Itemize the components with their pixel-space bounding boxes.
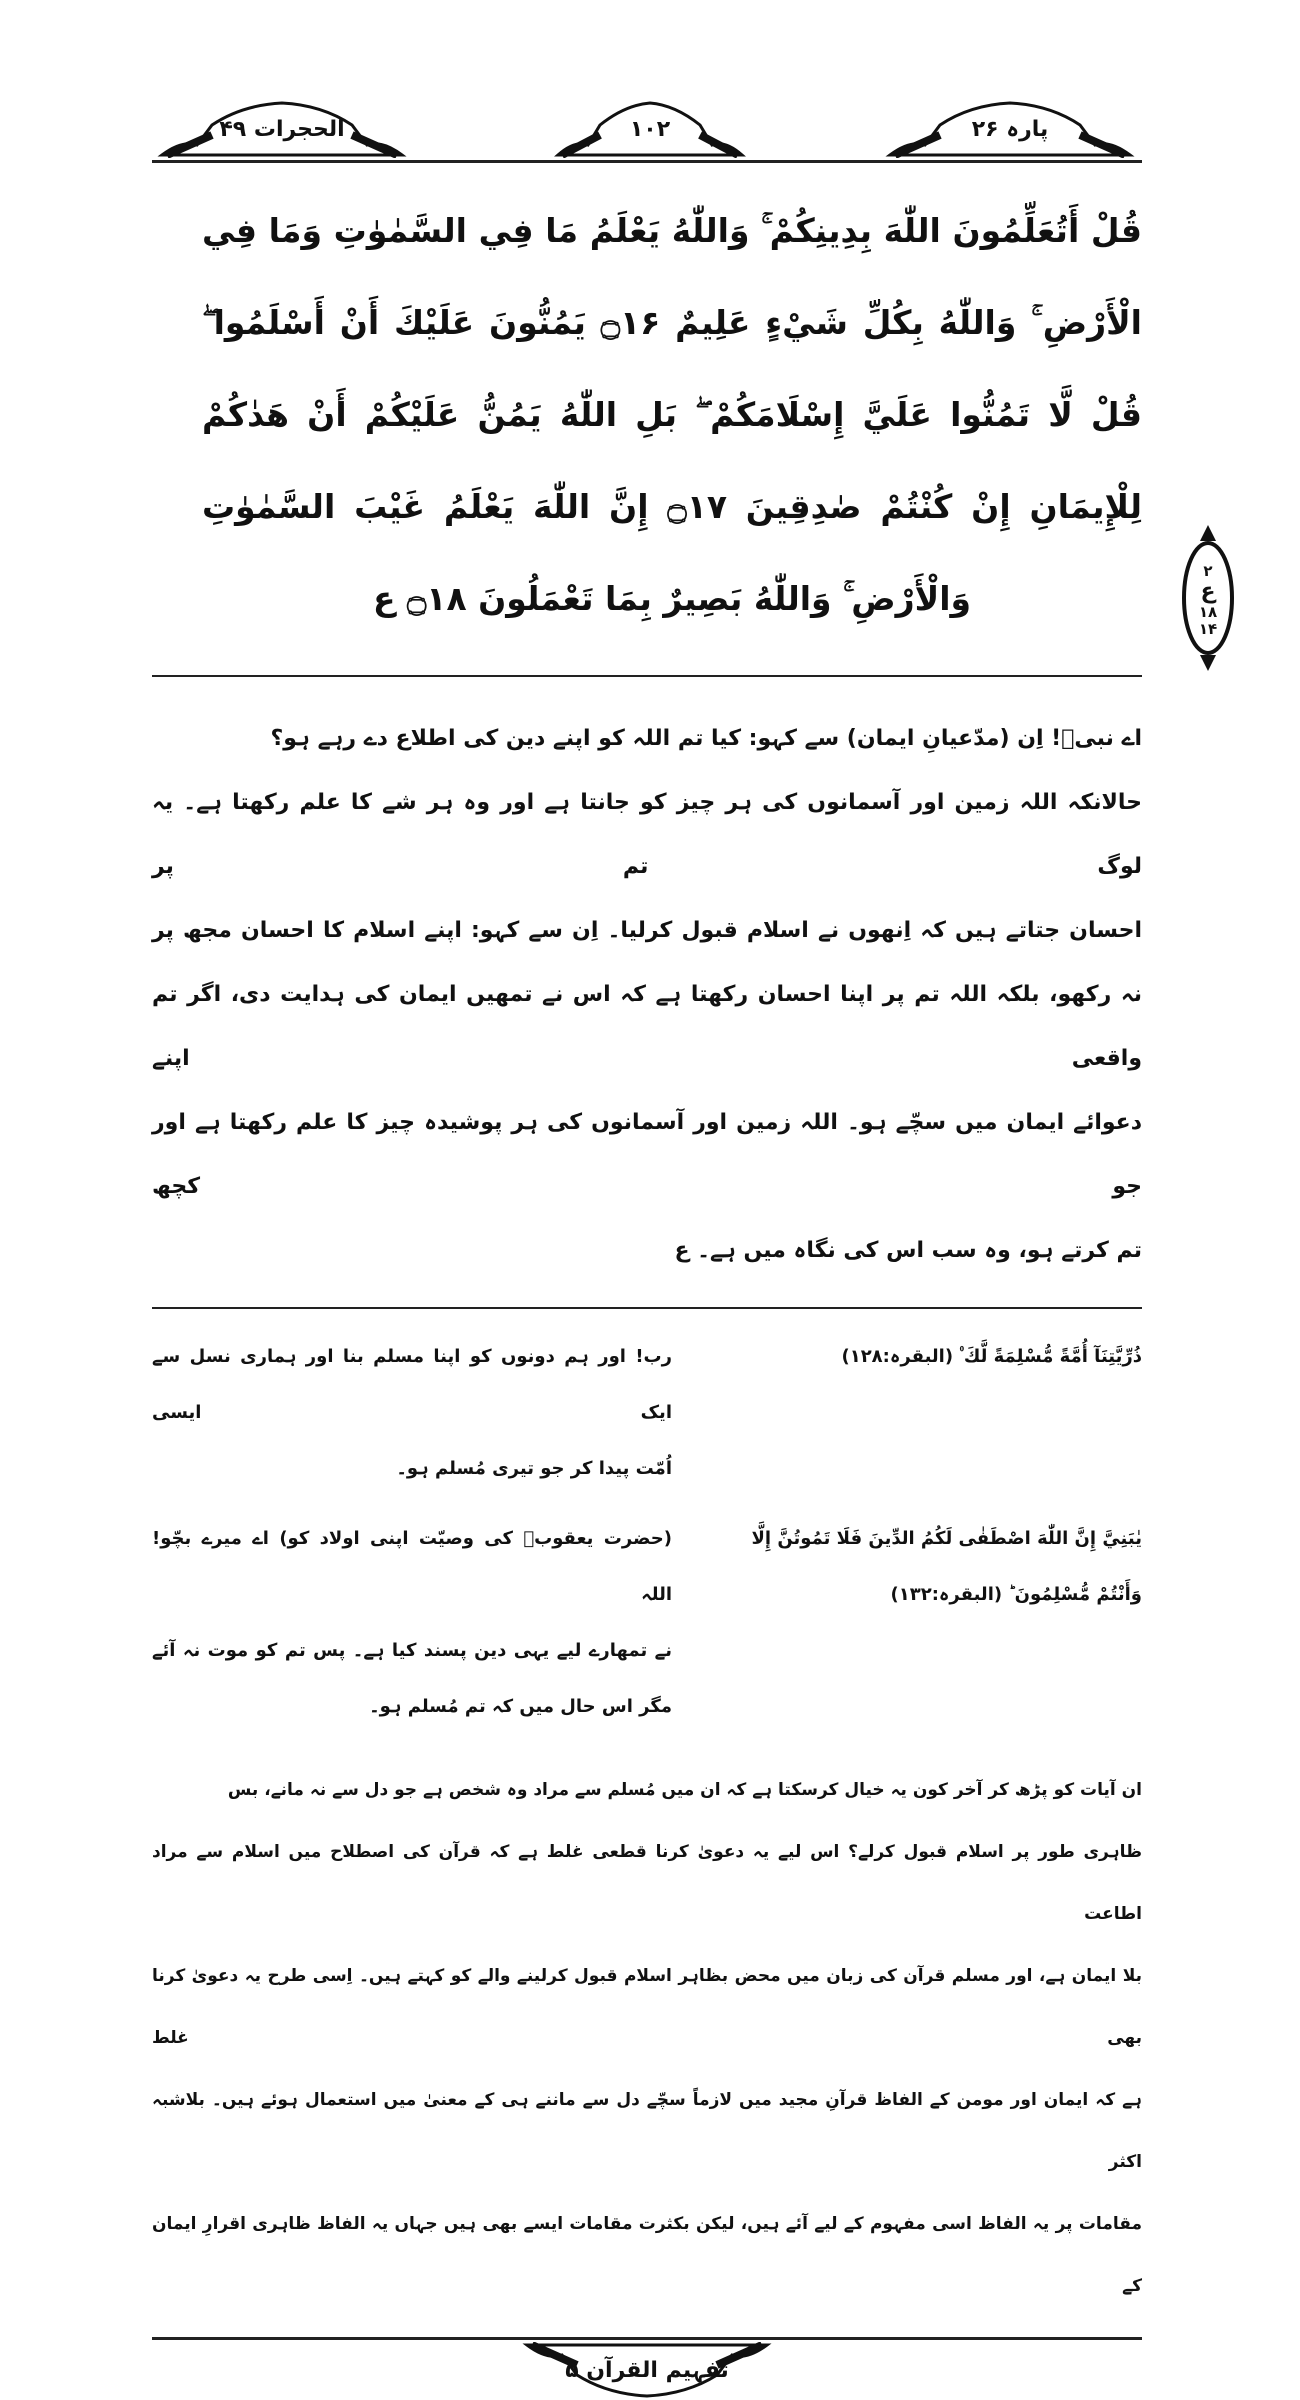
quran-line: الْأَرْضِ ۚ وَاللّٰهُ بِكُلِّ شَيْءٍ عَلِيمٌ ۝۱۶ يَمُنُّونَ عَلَيْكَ أَنْ أَسْلَمُوا ۖ: [202, 303, 1142, 342]
translation-section: [152, 677, 1142, 1307]
footnote-urdu-column: [152, 1511, 672, 1735]
translation-line: اے نبیؐ! اِن (مدّعیانِ ایمان) سے کہو: کیا تم اللہ کو اپنے دین کی اطلاع دے رہے ہو؟: [270, 726, 1142, 751]
translation-line: دعوائے ایمان میں سچّے ہو۔ اللہ زمین اور آسمانوں کی ہر پوشیدہ چیز کا علم رکھتا ہے اور جو کچھ: [152, 1110, 1142, 1199]
commentary-section: [152, 1755, 1142, 2337]
translation-line: نہ رکھو، بلکہ اللہ تم پر اپنا احسان رکھتا ہے کہ اس نے تمھیں ایمان کی ہدایت دی، اگر تم واقعی اپنے: [152, 982, 1142, 1071]
page-header: [152, 96, 1142, 160]
footnote-urdu: مگر اس حال میں کہ تم مُسلم ہو۔: [369, 1696, 672, 1717]
quran-line: قُلْ أَتُعَلِّمُونَ اللّٰهَ بِدِينِكُمْ ۚ وَاللّٰهُ يَعْلَمُ مَا فِي السَّمٰوٰتِ وَمَا فِي: [202, 211, 1142, 250]
translation-line: تم کرتے ہو، وہ سب اس کی نگاہ میں ہے۔ ع: [674, 1238, 1142, 1263]
footer-cartouche: [517, 2342, 777, 2398]
footnotes-section: [152, 1309, 1142, 1755]
page-footer: [152, 2340, 1142, 2400]
commentary-line: بلا ایمان ہے، اور مسلم قرآن کی زبان میں محض بظاہر اسلام قبول کرلینے والے کو کہتے ہیں۔ اِسی طرح یہ دعویٰ کرنا بھی غلط: [152, 1966, 1142, 2048]
footnote: [152, 1511, 1142, 1735]
page-number: ۱۰۲: [629, 116, 671, 142]
footnote: [152, 1329, 1142, 1497]
footnote-arabic-column: [702, 1329, 1142, 1497]
footnote-urdu: رب! اور ہم دونوں کو اپنا مسلم بنا اور ہماری نسل سے ایک ایسی: [152, 1346, 672, 1423]
footnote-arabic: وَأَنْتُمْ مُّسْلِمُونَ ؕ (البقرہ:۱۳۲): [890, 1584, 1142, 1605]
footnote-arabic: يٰبَنِيَّ إِنَّ اللّٰهَ اصْطَفٰى لَكُمُ الدِّينَ فَلَا تَمُوتُنَّ إِلَّا: [751, 1528, 1142, 1549]
commentary-line: ظاہری طور پر اسلام قبول کرلے؟ اس لیے یہ دعویٰ کرنا قطعی غلط ہے کہ قرآن کی اصطلاح میں اسلام سے مراد اطاعت: [152, 1842, 1142, 1924]
translation-line: حالانکہ اللہ زمین اور آسمانوں کی ہر چیز کو جانتا ہے اور وہ ہر شے کا علم رکھتا ہے۔ یہ لوگ تم پر: [152, 790, 1142, 879]
quran-line: لِلْإِيمَانِ إِنْ كُنْتُمْ صٰدِقِينَ ۝۱۷ إِنَّ اللّٰهَ يَعْلَمُ غَيْبَ السَّمٰوٰتِ: [202, 487, 1143, 526]
footer-title: تفہیم القرآن ۵: [565, 2357, 729, 2383]
commentary-line: ہے کہ ایمان اور مومن کے الفاظ قرآنِ مجید میں لازماً سچّے دل سے ماننے ہی کے معنیٰ میں استعمال ہوئے ہیں۔ بلاشبہ اکثر: [152, 2090, 1142, 2172]
quran-section: [152, 163, 1218, 675]
footnote-urdu-column: [152, 1329, 672, 1497]
ruku-marker: [1180, 523, 1240, 673]
para-cartouche: [880, 100, 1140, 158]
footnote-urdu: اُمّت پیدا کر جو تیری مُسلم ہو۔: [396, 1458, 672, 1479]
ruku-letter: ع: [1200, 579, 1216, 604]
surah-cartouche: [152, 100, 412, 158]
commentary-line: مقامات پر یہ الفاظ اسی مفہوم کے لیے آئے ہیں، لیکن بکثرت مقامات ایسے بھی ہیں جہاں یہ الفاظ ظاہری اقرارِ ایمان کے: [152, 2214, 1142, 2296]
footnote-urdu: (حضرت یعقوبؑ کی وصیّت اپنی اولاد کو) اے میرے بچّو! اللہ: [152, 1528, 672, 1605]
commentary-line: ان آیات کو پڑھ کر آخر کون یہ خیال کرسکتا ہے کہ ان میں مُسلم سے مراد وہ شخص ہے جو دل سے نہ مانے، بس: [227, 1780, 1142, 1800]
ruku-bottom: ۱۴: [1198, 620, 1218, 638]
page: [152, 96, 1218, 2400]
surah-label: الحجرات ۴۹: [219, 116, 345, 142]
footnote-arabic-column: [702, 1511, 1142, 1735]
para-label: پارہ ۲۶: [971, 116, 1049, 142]
footnote-arabic: ذُرِّيَّتِنَآ أُمَّةً مُّسْلِمَةً لَّكَ ۠ (البقرہ:۱۲۸): [841, 1346, 1142, 1367]
footnote-urdu: نے تمھارے لیے یہی دین پسند کیا ہے۔ پس تم کو موت نہ آئے: [152, 1640, 672, 1661]
translation-line: احسان جتاتے ہیں کہ اِنھوں نے اسلام قبول کرلیا۔ اِن سے کہو: اپنے اسلام کا احسان مجھ پر: [152, 918, 1142, 943]
ruku-middle: ۱۸: [1198, 603, 1218, 621]
quran-line: وَالْأَرْضِ ۚ وَاللّٰهُ بَصِيرٌ بِمَا تَعْمَلُونَ ۝۱۸ ع: [372, 579, 972, 618]
page-number-cartouche: [550, 100, 750, 158]
ruku-top: ۲: [1203, 562, 1213, 580]
quran-line: قُلْ لَّا تَمُنُّوا عَلَيَّ إِسْلَامَكُمْ ۖ بَلِ اللّٰهُ يَمُنُّ عَلَيْكُمْ أَنْ هَدٰكُمْ: [202, 395, 1142, 434]
